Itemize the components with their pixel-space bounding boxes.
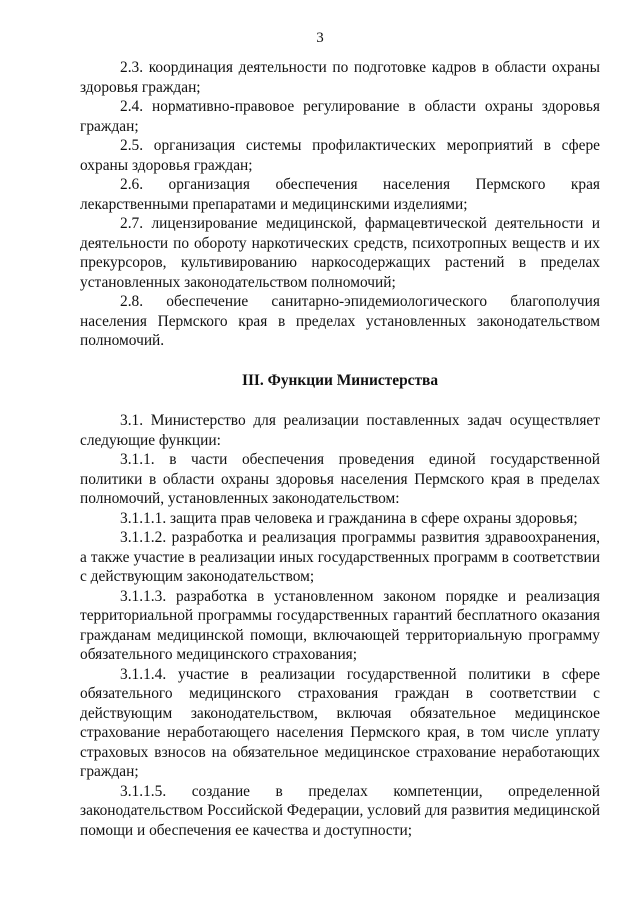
paragraph-3-1-1-1: 3.1.1.1. защита прав человека и гражданина в сфере охраны здоровья; xyxy=(120,509,578,527)
paragraph-2-4: 2.4. нормативно-правовое регулирование в области охраны здоровья граждан; xyxy=(80,98,600,135)
paragraph-2-3: 2.3. координация деятельности по подготовке кадров в области охраны здоровья граждан; xyxy=(80,59,600,96)
paragraph-3-1-1-5: 3.1.1.5. создание в пределах компетенции, определенной законодательством Российской Федерации, условий для развития медицинской помощи и обеспечения ее качества и доступности; xyxy=(80,782,600,839)
paragraph-3-1-1-2: 3.1.1.2. разработка и реализация программы развития здравоохранения, а также участие в реализации иных государственных программ в соответствии с действующим законодательством; xyxy=(80,529,600,585)
paragraph-2-7: 2.7. лицензирование медицинской, фармацевтической деятельности и деятельности по обороту наркотических средств, психотропных веществ и их прекурсоров, культивированию наркосодержащих растений в пределах установленных законодательством полномочий; xyxy=(80,215,600,291)
paragraph-2-5: 2.5. организация системы профилактических мероприятий в сфере охраны здоровья граждан; xyxy=(80,137,600,174)
paragraph-3-1: 3.1. Министерство для реализации поставленных задач осуществляет следующие функции: xyxy=(80,412,600,449)
paragraph-3-1-1-3: 3.1.1.3. разработка в установленном законом порядке и реализация территориальной программы государственных гарантий бесплатного оказания гражданам медицинской помощи, включающей территориальную программу обязательного медицинского страхования; xyxy=(80,587,600,663)
page-number: 3 xyxy=(316,30,324,46)
paragraph-3-1-1-4: 3.1.1.4. участие в реализации государственной политики в сфере обязательного медицинского страхования граждан в соответствии с действующим законодательством, включая обязательное медицинское страхование неработающего населения Пермского края, в том числе уплату страховых взносов на обязательное медицинское страхование неработающих граждан; xyxy=(80,665,600,780)
paragraph-2-6: 2.6. организация обеспечения населения Пермского края лекарственными препаратами и медицинскими изделиями; xyxy=(80,176,600,213)
section-heading: III. Функции Министерства xyxy=(241,371,439,389)
paragraph-2-8: 2.8. обеспечение санитарно-эпидемиологического благополучия населения Пермского края в пределах установленных законодательством полномочий. xyxy=(80,293,600,349)
document-body xyxy=(80,58,600,840)
paragraph-3-1-1: 3.1.1. в части обеспечения проведения единой государственной политики в области охраны здоровья населения Пермского края в пределах полномочий, установленных законодательством: xyxy=(80,451,600,507)
